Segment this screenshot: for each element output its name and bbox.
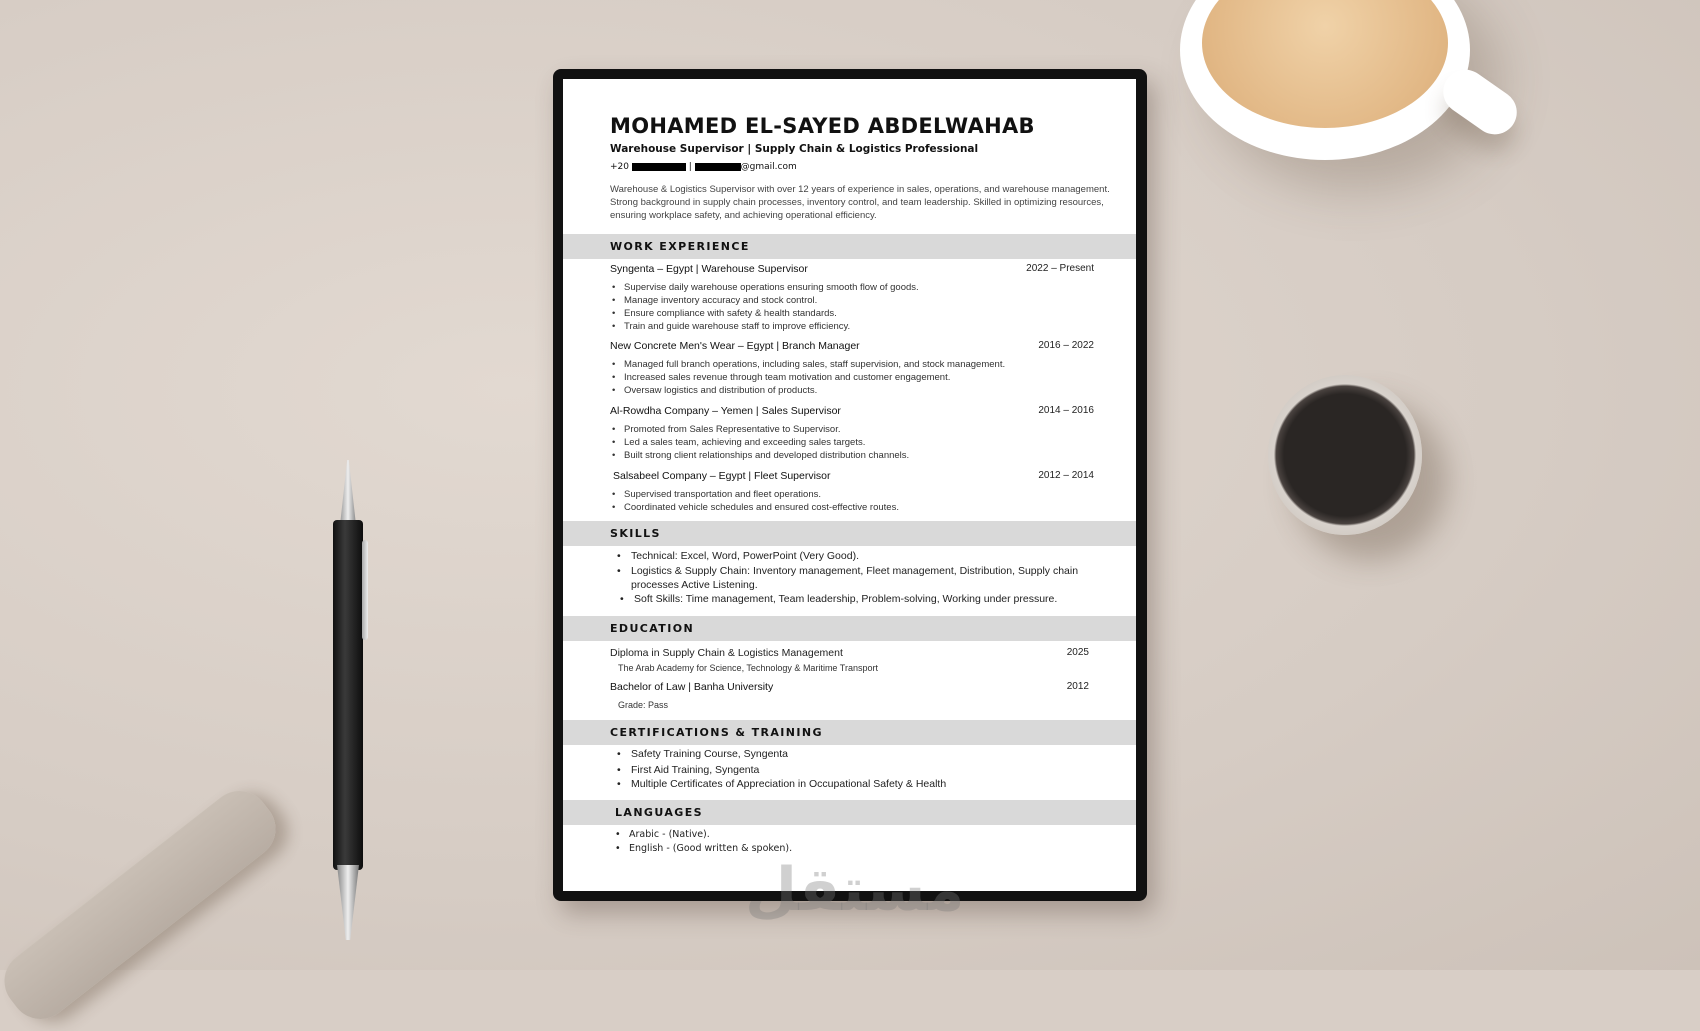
certification-item: • Multiple Certificates of Appreciation in Occupational Safety & Health bbox=[631, 777, 946, 791]
skill-item: • Soft Skills: Time management, Team leadership, Problem-solving, Working under pressure. bbox=[634, 592, 1057, 606]
section-header-languages bbox=[563, 800, 1136, 825]
job-bullet: • Supervise daily warehouse operations ensuring smooth flow of goods. bbox=[624, 281, 919, 295]
certification-item: • Safety Training Course, Syngenta bbox=[631, 747, 788, 761]
education-year: 2012 bbox=[1066, 681, 1089, 692]
job-bullet: • Increased sales revenue through team motivation and customer engagement. bbox=[624, 371, 950, 385]
job-bullet: • Coordinated vehicle schedules and ensured cost-effective routes. bbox=[624, 501, 899, 515]
education-year: 2025 bbox=[1066, 647, 1089, 658]
job-bullet: • Oversaw logistics and distribution of products. bbox=[624, 384, 817, 398]
job-dates: 2014 – 2016 bbox=[1038, 405, 1094, 416]
job-bullet: • Led a sales team, achieving and exceeding sales targets. bbox=[624, 436, 865, 450]
job-bullet: • Manage inventory accuracy and stock control. bbox=[624, 294, 817, 308]
job-bullet: • Promoted from Sales Representative to Supervisor. bbox=[624, 423, 841, 437]
pen-clip bbox=[362, 540, 368, 640]
job-dates: 2016 – 2022 bbox=[1038, 340, 1094, 351]
language-item: • Arabic - (Native). bbox=[629, 828, 710, 842]
resume-name: MOHAMED EL-SAYED ABDELWAHAB bbox=[610, 114, 1035, 138]
job-bullet: • Train and guide warehouse staff to improve efficiency. bbox=[624, 320, 850, 334]
resume-page bbox=[563, 79, 1136, 891]
section-header-work bbox=[563, 234, 1136, 259]
section-title: WORK EXPERIENCE bbox=[610, 240, 750, 253]
pen bbox=[333, 520, 363, 870]
education-detail: Grade: Pass bbox=[618, 700, 669, 710]
skill-item-continued: processes Active Listening. bbox=[631, 579, 758, 591]
education-detail: The Arab Academy for Science, Technology & Maritime Transport bbox=[618, 663, 878, 673]
section-title: SKILLS bbox=[610, 527, 661, 540]
summary-line: ensuring workplace safety, and achieving operational efficiency. bbox=[610, 210, 877, 221]
section-header-certifications bbox=[563, 720, 1136, 745]
job-bullet: • Built strong client relationships and developed distribution channels. bbox=[624, 449, 909, 463]
section-header-skills bbox=[563, 521, 1136, 546]
education-degree: Bachelor of Law | Banha University bbox=[610, 681, 774, 693]
watermark-logo: مستقل bbox=[745, 855, 965, 925]
phone-prefix: +20 bbox=[610, 162, 629, 172]
redacted-phone bbox=[632, 163, 686, 171]
job-title: Al-Rowdha Company – Yemen | Sales Supervisor bbox=[610, 405, 841, 417]
contact-line bbox=[610, 160, 797, 174]
email-suffix: @gmail.com bbox=[740, 162, 797, 172]
skill-item: • Technical: Excel, Word, PowerPoint (Very Good). bbox=[631, 549, 859, 563]
language-item: • English - (Good written & spoken). bbox=[629, 842, 792, 856]
headline: Warehouse Supervisor | Supply Chain & Logistics Professional bbox=[610, 143, 979, 155]
coffee bbox=[1202, 0, 1448, 128]
job-title: Salsabeel Company – Egypt | Fleet Supervisor bbox=[613, 470, 831, 482]
summary-line: Strong background in supply chain processes, inventory control, and team leadership. Skilled in optimizing resources, bbox=[610, 197, 1104, 208]
contact-separator: | bbox=[688, 162, 692, 172]
summary-line: Warehouse & Logistics Supervisor with over 12 years of experience in sales, operations, and warehouse management. bbox=[610, 184, 1110, 195]
section-title: LANGUAGES bbox=[615, 806, 703, 819]
job-bullet: • Supervised transportation and fleet operations. bbox=[624, 488, 821, 502]
section-title: CERTIFICATIONS & TRAINING bbox=[610, 726, 823, 739]
education-degree: Diploma in Supply Chain & Logistics Management bbox=[610, 647, 843, 659]
job-title: Syngenta – Egypt | Warehouse Supervisor bbox=[610, 263, 808, 275]
skill-item: • Logistics & Supply Chain: Inventory management, Fleet management, Distribution, Supply chain bbox=[631, 564, 1078, 578]
job-bullet: • Ensure compliance with safety & health standards. bbox=[624, 307, 837, 321]
job-dates: 2022 – Present bbox=[1026, 263, 1094, 274]
paperclip-dish bbox=[1268, 375, 1422, 535]
job-dates: 2012 – 2014 bbox=[1038, 470, 1094, 481]
section-title: EDUCATION bbox=[610, 622, 695, 635]
job-bullet: • Managed full branch operations, including sales, staff supervision, and stock management. bbox=[624, 358, 1005, 372]
job-title: New Concrete Men's Wear – Egypt | Branch Manager bbox=[610, 340, 860, 352]
section-header-education bbox=[563, 616, 1136, 641]
certification-item: • First Aid Training, Syngenta bbox=[631, 763, 759, 777]
redacted-email bbox=[695, 163, 741, 171]
